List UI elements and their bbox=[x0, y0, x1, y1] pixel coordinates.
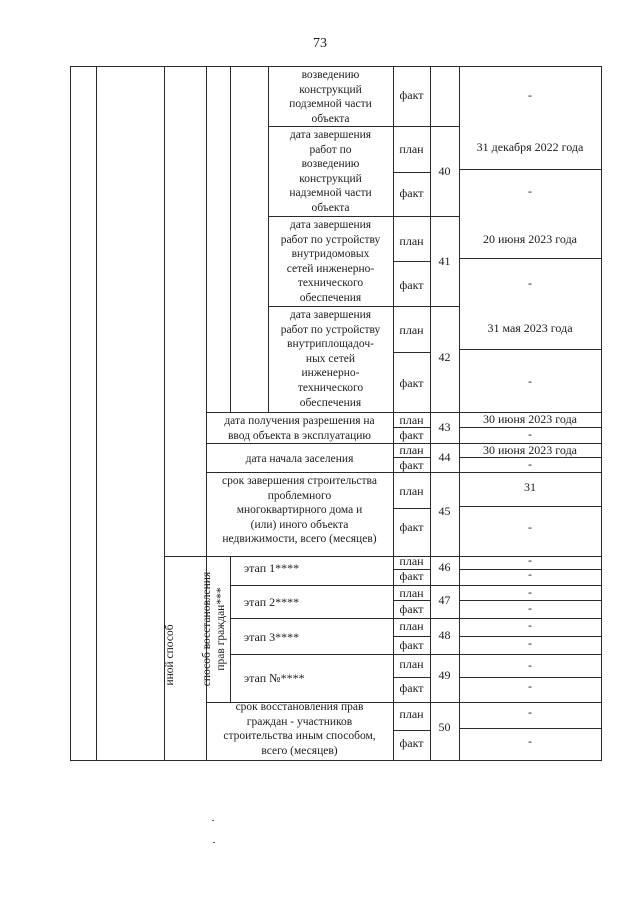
plan-fact-split bbox=[393, 261, 430, 262]
row-39-label: возведению конструкций подземной части объекта bbox=[289, 69, 372, 125]
plan-fact-split bbox=[393, 508, 430, 509]
row-40-fact-label: факт bbox=[399, 186, 424, 200]
row-46-number: 46 bbox=[438, 560, 451, 574]
row-line bbox=[268, 216, 459, 217]
row-47-label: этап 2**** bbox=[244, 595, 300, 609]
row-47-plan-value: - bbox=[528, 585, 532, 599]
row-47-number: 47 bbox=[438, 593, 451, 607]
row-50-plan-label: план bbox=[399, 707, 424, 721]
row-42-plan-label: план bbox=[399, 323, 424, 337]
row-41-plan-value: 20 июня 2023 года bbox=[482, 232, 578, 246]
row-49-plan-label: план bbox=[399, 657, 424, 671]
row-46-plan-label: план bbox=[399, 554, 424, 568]
row-50-plan-value: - bbox=[528, 705, 532, 719]
row-42-number: 42 bbox=[438, 350, 451, 364]
row-43-plan-label: план bbox=[399, 413, 424, 427]
row-41-fact-value: - bbox=[528, 276, 532, 290]
column-line bbox=[96, 66, 97, 760]
plan-fact-split bbox=[459, 258, 602, 259]
table-border-left bbox=[70, 66, 71, 760]
row-50-fact-value: - bbox=[528, 734, 532, 748]
row-46-fact-value: - bbox=[528, 567, 532, 581]
table-border-bottom bbox=[70, 760, 602, 761]
row-47-fact-value: - bbox=[528, 601, 532, 615]
row-43-fact-value: - bbox=[528, 427, 532, 441]
row-48-number: 48 bbox=[438, 628, 451, 642]
row-49-number: 49 bbox=[438, 668, 451, 682]
row-48-fact-value: - bbox=[528, 636, 532, 650]
row-44-plan-label: план bbox=[399, 443, 424, 457]
row-43-number: 43 bbox=[438, 420, 451, 434]
row-46-label: этап 1**** bbox=[244, 561, 300, 575]
row-49-fact-value: - bbox=[528, 679, 532, 693]
plan-fact-split bbox=[459, 677, 602, 678]
row-41-number: 41 bbox=[438, 254, 451, 268]
row-43-fact-label: факт bbox=[399, 428, 424, 442]
row-46-fact-label: факт bbox=[399, 569, 424, 583]
row-45-fact-value: - bbox=[528, 520, 532, 534]
row-line bbox=[459, 702, 602, 703]
plan-fact-split bbox=[393, 352, 430, 353]
plan-fact-split bbox=[459, 728, 602, 729]
row-40-plan-value: 31 декабря 2022 года bbox=[476, 140, 584, 154]
row-47-plan-label: план bbox=[399, 586, 424, 600]
row-50-label: срок восстановления прав граждан - участников строительства иным способом, всего (месяцев) bbox=[223, 701, 376, 757]
plan-fact-split bbox=[393, 172, 430, 173]
row-line bbox=[230, 654, 459, 655]
row-40-label: дата завершения работ по возведению конструкций надземной части объекта bbox=[289, 129, 372, 214]
row-44-label: дата начала заселения bbox=[245, 453, 354, 465]
row-48-label: этап 3**** bbox=[244, 630, 300, 644]
method-vertical-label: способ восстановления прав граждан*** bbox=[201, 571, 227, 687]
row-40-plan-label: план bbox=[399, 142, 424, 156]
row-45-fact-label: факт bbox=[399, 520, 424, 534]
row-44-fact-value: - bbox=[528, 457, 532, 471]
plan-fact-split bbox=[459, 349, 602, 350]
row-47-fact-label: факт bbox=[399, 602, 424, 616]
row-line bbox=[459, 472, 602, 473]
plan-fact-split bbox=[393, 730, 430, 731]
row-43-label: дата получения разрешения на ввод объекта в эксплуатацию bbox=[224, 415, 375, 442]
plan-fact-split bbox=[459, 506, 602, 507]
row-line bbox=[459, 654, 602, 655]
row-48-fact-label: факт bbox=[399, 638, 424, 652]
scan-dot bbox=[213, 842, 215, 843]
row-39-fact-value: - bbox=[528, 88, 532, 102]
row-44-fact-label: факт bbox=[399, 458, 424, 472]
table-border-right bbox=[601, 66, 602, 760]
row-45-plan-label: план bbox=[399, 484, 424, 498]
row-50-fact-label: факт bbox=[399, 736, 424, 750]
scan-dot bbox=[212, 820, 214, 821]
plan-fact-split bbox=[393, 636, 430, 637]
row-42-plan-value: 31 мая 2023 года bbox=[487, 321, 573, 335]
row-42-label: дата завершения работ по устройству внутриплощадоч- ных сетей инженерно- технического обеспечения bbox=[280, 309, 381, 409]
row-48-plan-value: - bbox=[528, 618, 532, 632]
row-40-number: 40 bbox=[438, 164, 451, 178]
row-42-fact-label: факт bbox=[399, 376, 424, 390]
row-43-plan-value: 30 июня 2023 года bbox=[482, 412, 578, 426]
row-46-plan-value: - bbox=[528, 553, 532, 567]
row-41-fact-label: факт bbox=[399, 278, 424, 292]
row-50-number: 50 bbox=[438, 720, 451, 734]
row-44-number: 44 bbox=[438, 450, 451, 464]
row-line bbox=[268, 306, 459, 307]
column-line bbox=[230, 556, 231, 702]
row-49-plan-value: - bbox=[528, 658, 532, 672]
row-42-fact-value: - bbox=[528, 374, 532, 388]
row-41-plan-label: план bbox=[399, 234, 424, 248]
page-number: 73 bbox=[313, 36, 327, 51]
plan-fact-split bbox=[393, 677, 430, 678]
row-41-label: дата завершения работ по устройству внутридомовых сетей инженерно- технического обеспечения bbox=[280, 219, 381, 304]
table-border-top bbox=[70, 66, 602, 67]
row-39-fact-label: факт bbox=[399, 88, 424, 102]
column-line bbox=[230, 66, 231, 412]
row-44-plan-value: 30 июня 2023 года bbox=[482, 443, 578, 457]
row-49-label: этап №**** bbox=[244, 671, 305, 685]
row-49-fact-label: факт bbox=[399, 681, 424, 695]
row-45-label: срок завершения строительства проблемного многоквартирного дома и (или) иного объекта недвижимости, всего (месяцев) bbox=[222, 475, 377, 546]
row-48-plan-label: план bbox=[399, 619, 424, 633]
plan-fact-split bbox=[459, 169, 602, 170]
row-45-number: 45 bbox=[438, 504, 451, 518]
other-method-label: иной способ bbox=[164, 624, 176, 686]
row-40-fact-value: - bbox=[528, 184, 532, 198]
row-45-plan-value: 31 bbox=[524, 480, 536, 494]
